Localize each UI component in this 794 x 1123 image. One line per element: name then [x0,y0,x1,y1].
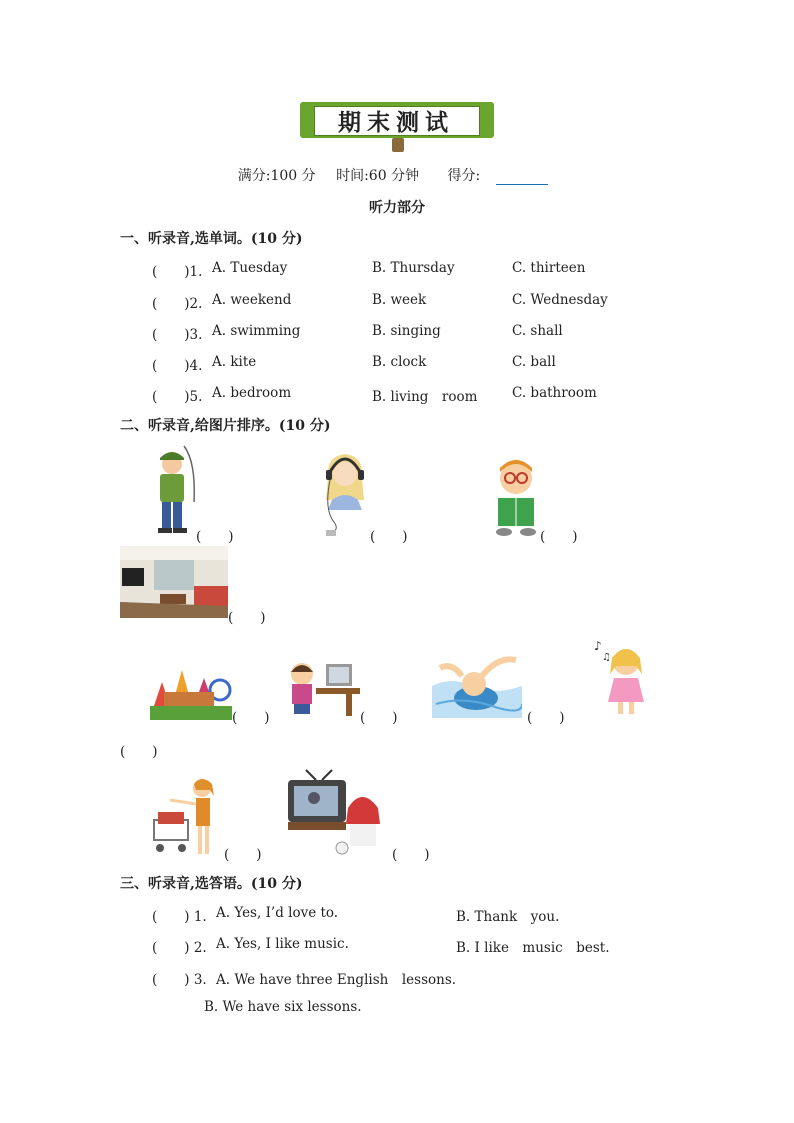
s1-q4-c: C. ball [512,354,556,370]
score-label: 得分: [447,168,481,184]
full-score: 满分:100 分 [237,168,316,184]
s1-q4-a: A. kite [212,354,257,370]
s2-pic10-paren[interactable]: ( ) [392,847,430,863]
singing-girl-picture [594,636,650,720]
s1-q3-a: A. swimming [212,323,301,339]
tv-girl-picture [286,768,394,858]
part-title: 听力部分 [369,200,425,216]
title-banner [300,98,494,144]
s1-q5-a: A. bedroom [212,385,292,401]
s1-q4-b: B. clock [372,354,427,370]
s2-pic6-paren[interactable]: ( ) [360,710,398,726]
s3-q2-num: ( ) 2. [152,940,207,956]
s1-q2-b: B. week [372,292,427,308]
swimming-boy-picture [432,646,522,718]
time-limit: 时间:60 分钟 [336,168,420,184]
s1-q4-num: ( )4. [152,358,203,374]
svg-text:♪: ♪ [594,639,602,653]
s3-q2-b: B. I like music best. [456,940,610,956]
s1-q3-num: ( )3. [152,327,203,343]
s1-q2-num: ( )2. [152,296,203,312]
section1-title: 一、听录音,选单词。(10 分) [120,231,303,247]
banner-hanger-icon [392,138,404,152]
s2-pic5-paren[interactable]: ( ) [232,710,270,726]
amusement-park-picture [150,662,232,720]
music-girl-picture [320,450,370,540]
s3-q3-b: B. We have six lessons. [204,999,362,1015]
section3-title: 三、听录音,选答语。(10 分) [120,876,303,892]
s2-pic4-paren[interactable]: ( ) [228,610,266,626]
s3-q1-num: ( ) 1. [152,909,207,925]
s2-pic9-paren[interactable]: ( ) [224,847,262,863]
page-title: 期末测试 [338,109,454,136]
s1-q5-num: ( )5. [152,389,203,405]
s1-q2-a: A. weekend [212,292,292,308]
s2-pic8-paren[interactable]: ( ) [120,744,158,760]
s1-q5-c: C. bathroom [512,385,597,401]
s3-q2-a: A. Yes, I like music. [216,936,349,952]
s1-q1-num: ( )1. [152,264,203,280]
s3-q1-a: A. Yes, I’d love to. [216,905,339,921]
s1-q1-c: C. thirteen [512,260,586,276]
s2-pic1-paren[interactable]: ( ) [196,529,234,545]
s1-q5-b: B. living room [372,389,478,405]
s3-q1-b: B. Thank you. [456,909,560,925]
section2-title: 二、听录音,给图片排序。(10 分) [120,418,331,434]
s3-q3-num: ( ) 3. [152,972,207,988]
s1-q1-b: B. Thursday [372,260,455,276]
computer-girl-picture [286,658,360,718]
svg-text:♫: ♫ [602,652,611,663]
fishing-boy-picture [148,442,200,538]
s2-pic7-paren[interactable]: ( ) [527,710,565,726]
s1-q3-c: C. shall [512,323,563,339]
shopping-woman-picture [150,776,226,858]
reading-boy-picture [490,456,542,538]
s3-q3-a: A. We have three English lessons. [216,972,457,988]
s1-q2-c: C. Wednesday [512,292,608,308]
s1-q3-b: B. singing [372,323,441,339]
score-blank[interactable] [496,184,548,185]
s2-pic3-paren[interactable]: ( ) [540,529,578,545]
exam-meta [0,165,794,185]
living-room-picture [120,546,228,618]
s2-pic2-paren[interactable]: ( ) [370,529,408,545]
s1-q1-a: A. Tuesday [212,260,288,276]
